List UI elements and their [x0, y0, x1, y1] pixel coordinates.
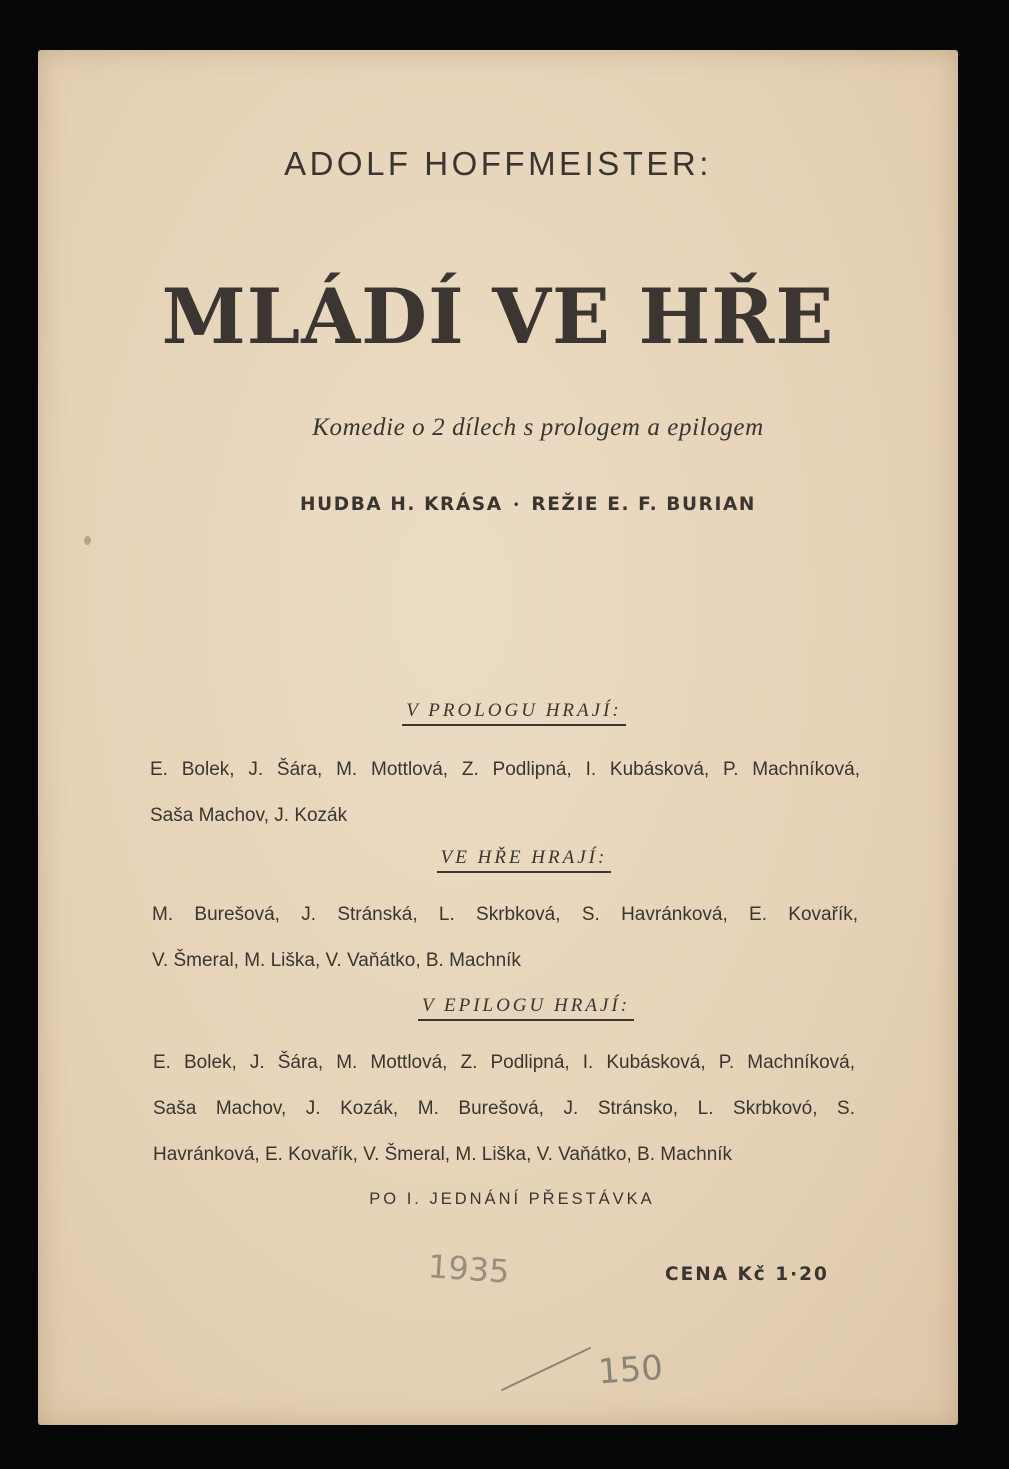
prologue-cast	[150, 747, 860, 839]
handwritten-year: 1935	[426, 1247, 511, 1291]
cast-line: E. Bolek, J. Šára, M. Mottlová, Z. Podlipná, I. Kubásková, P. Machníková,	[153, 1052, 855, 1073]
music-credit: HUDBA H. KRÁSA	[300, 494, 503, 515]
cast-line: Saša Machov, J. Kozák	[150, 805, 348, 826]
play-subtitle: Komedie o 2 dílech s prologem a epilogem	[312, 414, 764, 441]
cast-line: M. Burešová, J. Stránská, L. Skrbková, S. Havránková, E. Kovařík,	[152, 904, 858, 925]
play-heading: VE HŘE HRAJÍ:	[64, 847, 984, 873]
cast-line: V. Šmeral, M. Liška, V. Vaňátko, B. Machník	[152, 950, 521, 971]
program-page	[38, 50, 958, 1425]
credits-separator: •	[512, 498, 522, 512]
handwritten-number-text: 150	[596, 1347, 665, 1393]
paper-stain	[84, 536, 91, 545]
direction-credit: REŽIE E. F. BURIAN	[531, 494, 756, 515]
cast-line: E. Bolek, J. Šára, M. Mottlová, Z. Podlipná, I. Kubásková, P. Machníková,	[150, 759, 860, 780]
intermission-note: PO I. JEDNÁNÍ PŘESTÁVKA	[369, 1190, 655, 1208]
author-name: ADOLF HOFFMEISTER:	[284, 145, 712, 182]
price-label: CENA Kč 1·20	[665, 1264, 829, 1285]
epilogue-heading: V EPILOGU HRAJÍ:	[66, 995, 986, 1021]
cast-line: Havránková, E. Kovařík, V. Šmeral, M. Liška, V. Vaňátko, B. Machník	[153, 1144, 733, 1165]
play-title: MLÁDÍ VE HŘE	[161, 272, 835, 361]
handwritten-number	[498, 1320, 678, 1410]
cast-line: Saša Machov, J. Kozák, M. Burešová, J. Stránsko, L. Skrbkovó, S.	[153, 1098, 855, 1119]
epilogue-cast	[153, 1040, 855, 1178]
prologue-heading: V PROLOGU HRAJÍ:	[54, 700, 974, 726]
credits-line	[68, 494, 988, 515]
play-cast	[152, 892, 858, 984]
